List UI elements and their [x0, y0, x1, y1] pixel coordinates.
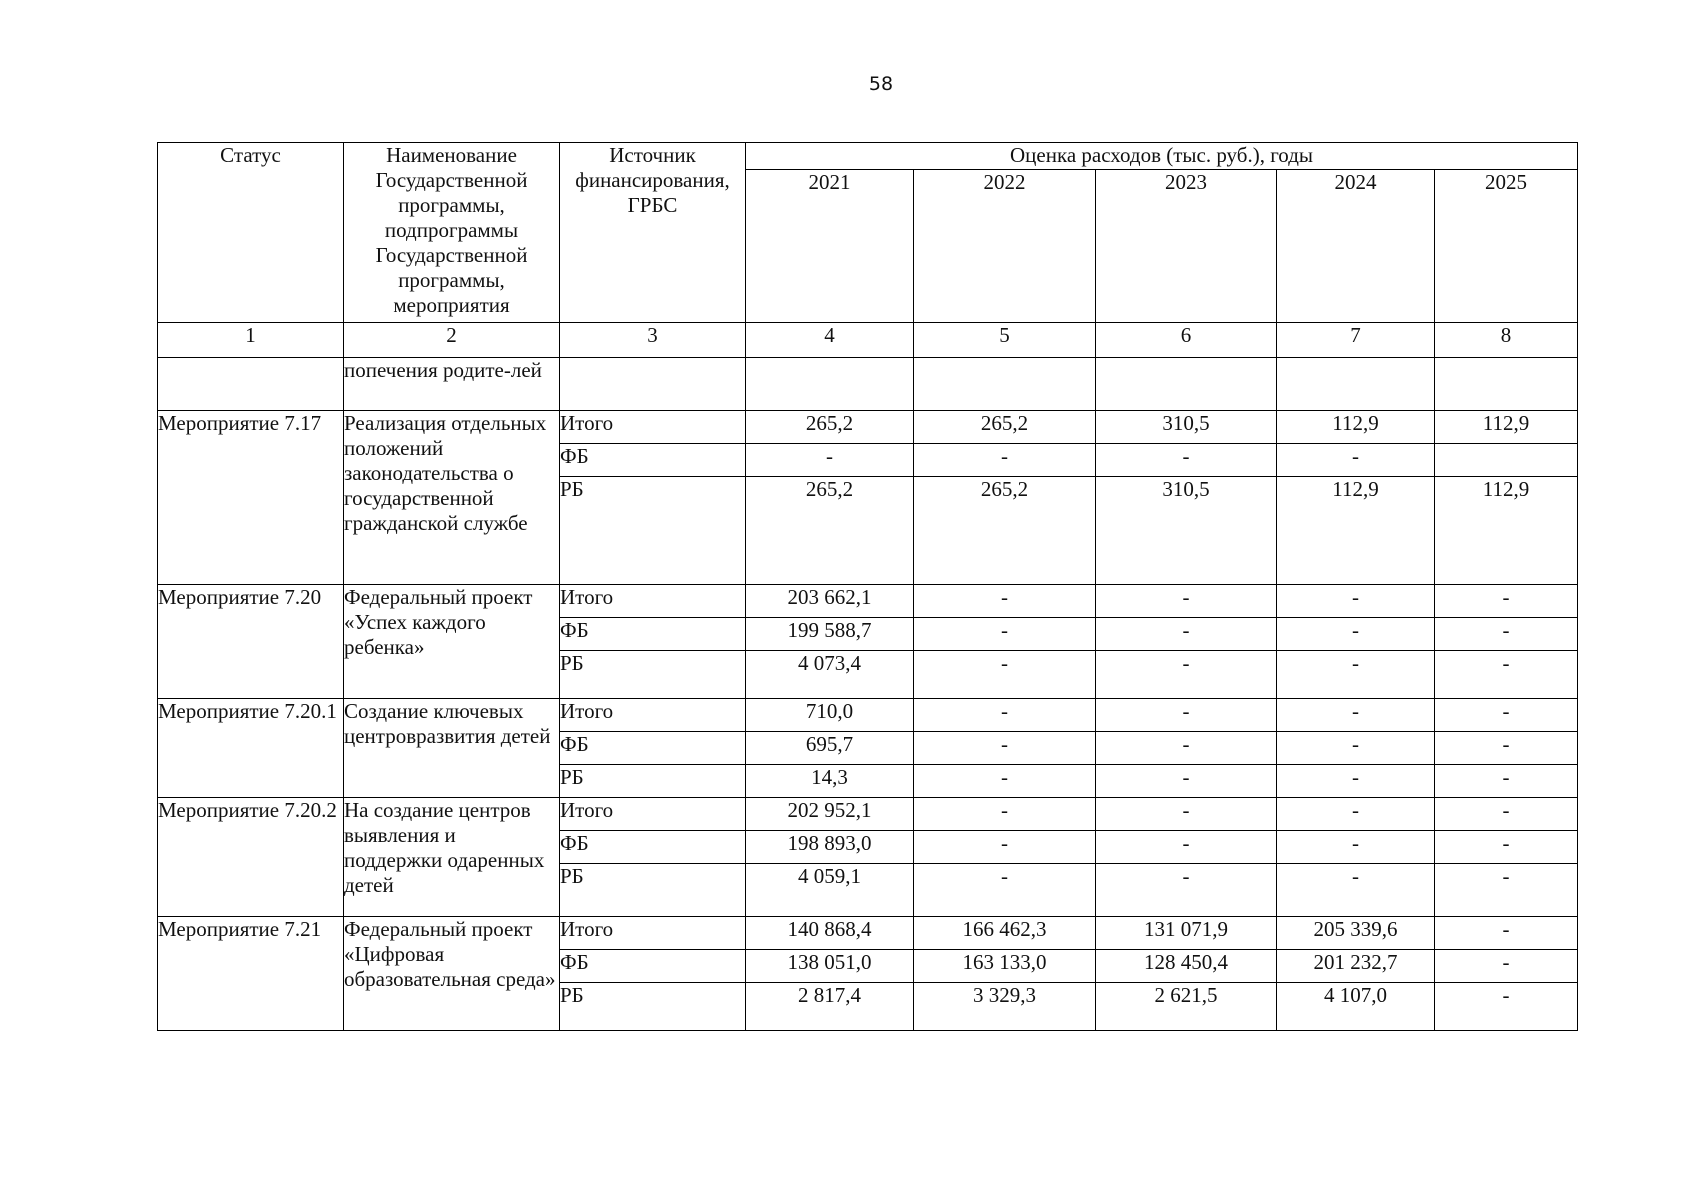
value-cell: - [1096, 831, 1277, 864]
value-cell: 265,2 [746, 411, 914, 444]
value-cell: - [1096, 765, 1277, 798]
header-year: 2024 [1277, 170, 1435, 323]
empty-cell [560, 358, 746, 411]
funding-source: ФБ [560, 444, 746, 477]
measure-name: Федеральный проект «Цифровая образовательная среда» [344, 917, 560, 1031]
funding-source: Итого [560, 699, 746, 732]
value-cell: 163 133,0 [914, 950, 1096, 983]
funding-source: ФБ [560, 618, 746, 651]
value-cell: - [1096, 699, 1277, 732]
table-header [158, 143, 1578, 358]
column-number: 1 [158, 323, 344, 358]
funding-source: ФБ [560, 831, 746, 864]
empty-cell [914, 358, 1096, 411]
value-cell: - [1435, 732, 1578, 765]
value-cell: - [1435, 651, 1578, 699]
value-cell: - [1277, 651, 1435, 699]
page-number: 58 [868, 73, 894, 95]
value-cell: 265,2 [914, 411, 1096, 444]
value-cell: - [1435, 864, 1578, 917]
value-cell: - [1277, 732, 1435, 765]
value-cell: - [914, 444, 1096, 477]
column-number: 8 [1435, 323, 1578, 358]
header-cost-estimate: Оценка расходов (тыс. руб.), годы [746, 143, 1578, 170]
value-cell: - [914, 831, 1096, 864]
value-cell: - [1277, 444, 1435, 477]
value-cell: 710,0 [746, 699, 914, 732]
value-cell: - [1277, 585, 1435, 618]
column-number: 3 [560, 323, 746, 358]
value-cell: - [914, 618, 1096, 651]
value-cell: - [1435, 917, 1578, 950]
value-cell: 138 051,0 [746, 950, 914, 983]
measure-row [158, 411, 1578, 444]
column-number: 6 [1096, 323, 1277, 358]
measure-row [158, 585, 1578, 618]
continuation-row [158, 358, 1578, 411]
value-cell: 198 893,0 [746, 831, 914, 864]
value-cell: - [1096, 798, 1277, 831]
measure-row [158, 917, 1578, 950]
header-year: 2021 [746, 170, 914, 323]
value-cell: 205 339,6 [1277, 917, 1435, 950]
value-cell: 128 450,4 [1096, 950, 1277, 983]
value-cell: - [914, 732, 1096, 765]
value-cell: 4 073,4 [746, 651, 914, 699]
value-cell: - [1096, 651, 1277, 699]
value-cell: - [1435, 765, 1578, 798]
value-cell: 140 868,4 [746, 917, 914, 950]
value-cell: - [914, 798, 1096, 831]
funding-source: РБ [560, 983, 746, 1031]
value-cell: - [1435, 798, 1578, 831]
value-cell: 3 329,3 [914, 983, 1096, 1031]
header-status: Статус [158, 143, 344, 323]
funding-source: ФБ [560, 732, 746, 765]
value-cell: 202 952,1 [746, 798, 914, 831]
column-number: 4 [746, 323, 914, 358]
value-cell: - [1096, 732, 1277, 765]
measure-status: Мероприятие 7.17 [158, 411, 344, 585]
measure-status: Мероприятие 7.20.2 [158, 798, 344, 917]
value-cell: 199 588,7 [746, 618, 914, 651]
value-cell: - [1096, 618, 1277, 651]
measure-row [158, 798, 1578, 831]
value-cell: 310,5 [1096, 411, 1277, 444]
empty-cell [1096, 358, 1277, 411]
measure-status: Мероприятие 7.21 [158, 917, 344, 1031]
status-cell [158, 358, 344, 411]
value-cell: - [1435, 618, 1578, 651]
measure-name: Создание ключевых центровразвития детей [344, 699, 560, 798]
funding-source: Итого [560, 917, 746, 950]
measure-status: Мероприятие 7.20 [158, 585, 344, 699]
measure-name: Федеральный проект «Успех каждого ребенка» [344, 585, 560, 699]
header-year: 2022 [914, 170, 1096, 323]
value-cell: - [1277, 798, 1435, 831]
value-cell: - [914, 651, 1096, 699]
measure-name: попечения родите-лей [344, 358, 560, 411]
value-cell: 310,5 [1096, 477, 1277, 585]
funding-source: РБ [560, 477, 746, 585]
value-cell: - [1277, 765, 1435, 798]
value-cell: - [1096, 864, 1277, 917]
value-cell: 112,9 [1277, 411, 1435, 444]
value-cell: - [914, 864, 1096, 917]
funding-source: Итого [560, 798, 746, 831]
value-cell: 265,2 [914, 477, 1096, 585]
funding-source: ФБ [560, 950, 746, 983]
funding-source: РБ [560, 651, 746, 699]
empty-cell [746, 358, 914, 411]
header-year: 2025 [1435, 170, 1578, 323]
header-year: 2023 [1096, 170, 1277, 323]
value-cell: - [1277, 864, 1435, 917]
value-cell: - [1096, 585, 1277, 618]
value-cell: - [914, 699, 1096, 732]
budget-table [157, 142, 1578, 1031]
column-number: 2 [344, 323, 560, 358]
value-cell: 14,3 [746, 765, 914, 798]
value-cell: - [1435, 983, 1578, 1031]
header-program-name: Наименование Государственной программы, подпрограммы Государственной программы, мероприятия [344, 143, 560, 323]
value-cell: - [914, 585, 1096, 618]
value-cell: 201 232,7 [1277, 950, 1435, 983]
value-cell [1435, 444, 1578, 477]
column-number: 7 [1277, 323, 1435, 358]
table-body [158, 358, 1578, 1031]
value-cell: - [746, 444, 914, 477]
measure-status: Мероприятие 7.20.1 [158, 699, 344, 798]
value-cell: - [1096, 444, 1277, 477]
value-cell: 265,2 [746, 477, 914, 585]
value-cell: 112,9 [1435, 411, 1578, 444]
value-cell: - [1277, 699, 1435, 732]
funding-source: РБ [560, 864, 746, 917]
value-cell: 4 107,0 [1277, 983, 1435, 1031]
value-cell: 112,9 [1435, 477, 1578, 585]
value-cell: - [1435, 950, 1578, 983]
empty-cell [1277, 358, 1435, 411]
value-cell: 203 662,1 [746, 585, 914, 618]
value-cell: - [1435, 831, 1578, 864]
value-cell: 695,7 [746, 732, 914, 765]
funding-source: Итого [560, 585, 746, 618]
value-cell: 131 071,9 [1096, 917, 1277, 950]
value-cell: - [1277, 618, 1435, 651]
measure-name: На создание центров выявления и поддержки одаренных детей [344, 798, 560, 917]
funding-source: РБ [560, 765, 746, 798]
header-funding-source: Источник финансирования, ГРБС [560, 143, 746, 323]
funding-source: Итого [560, 411, 746, 444]
value-cell: 2 621,5 [1096, 983, 1277, 1031]
value-cell: 2 817,4 [746, 983, 914, 1031]
value-cell: 4 059,1 [746, 864, 914, 917]
empty-cell [1435, 358, 1578, 411]
measure-row [158, 699, 1578, 732]
value-cell: - [1435, 699, 1578, 732]
value-cell: 166 462,3 [914, 917, 1096, 950]
column-number: 5 [914, 323, 1096, 358]
value-cell: - [914, 765, 1096, 798]
value-cell: - [1277, 831, 1435, 864]
value-cell: - [1435, 585, 1578, 618]
value-cell: 112,9 [1277, 477, 1435, 585]
column-number-row [158, 323, 1578, 358]
measure-name: Реализация отдельных положений законодательства о государственной гражданской службе [344, 411, 560, 585]
